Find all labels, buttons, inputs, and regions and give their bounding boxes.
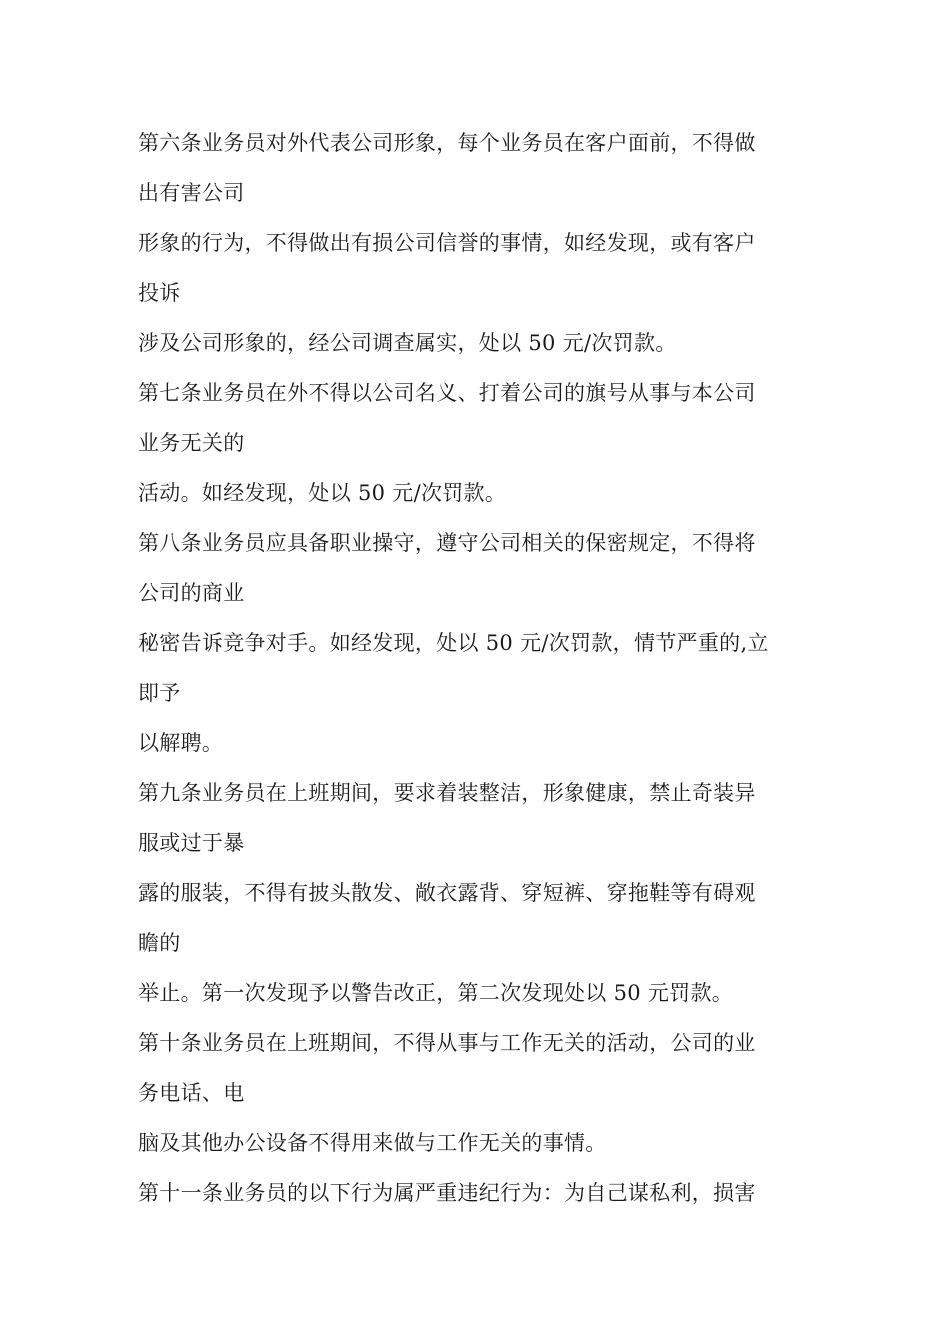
text-line: 出有害公司 <box>138 181 245 205</box>
text-line: 脑及其他办公设备不得用来做与工作无关的事情。 <box>138 1131 607 1155</box>
text-line: 第六条业务员对外代表公司形象，每个业务员在客户面前，不得做 <box>138 131 756 155</box>
text-line: 第八条业务员应具备职业操守，遵守公司相关的保密规定，不得将 <box>138 531 756 555</box>
document-body <box>138 118 818 1218</box>
text-line: 露的服装，不得有披头散发、敞衣露背、穿短裤、穿拖鞋等有碍观 <box>138 881 756 905</box>
text-line: 服或过于暴 <box>138 831 245 855</box>
text-line: 涉及公司形象的，经公司调查属实，处以 50 元/次罚款。 <box>138 331 677 355</box>
text-line: 业务无关的 <box>138 431 245 455</box>
text-line: 第七条业务员在外不得以公司名义、打着公司的旗号从事与本公司 <box>138 381 756 405</box>
text-line: 第十一条业务员的以下行为属严重违纪行为：为自己谋私利，损害 <box>138 1181 756 1205</box>
text-line: 投诉 <box>138 281 181 305</box>
text-line: 第九条业务员在上班期间，要求着装整洁，形象健康，禁止奇装异 <box>138 781 756 805</box>
text-line: 第十条业务员在上班期间，不得从事与工作无关的活动，公司的业 <box>138 1031 756 1055</box>
text-line: 活动。如经发现，处以 50 元/次罚款。 <box>138 481 507 505</box>
text-line: 公司的商业 <box>138 581 245 605</box>
text-line: 秘密告诉竞争对手。如经发现，处以 50 元/次罚款，情节严重的,立 <box>138 631 769 655</box>
text-line: 以解聘。 <box>138 731 224 755</box>
text-line: 举止。第一次发现予以警告改正，第二次发现处以 50 元罚款。 <box>138 981 734 1005</box>
text-line: 瞻的 <box>138 931 181 955</box>
text-line: 形象的行为，不得做出有损公司信誉的事情，如经发现，或有客户 <box>138 231 756 255</box>
text-line: 务电话、电 <box>138 1081 245 1105</box>
text-line: 即予 <box>138 681 181 705</box>
